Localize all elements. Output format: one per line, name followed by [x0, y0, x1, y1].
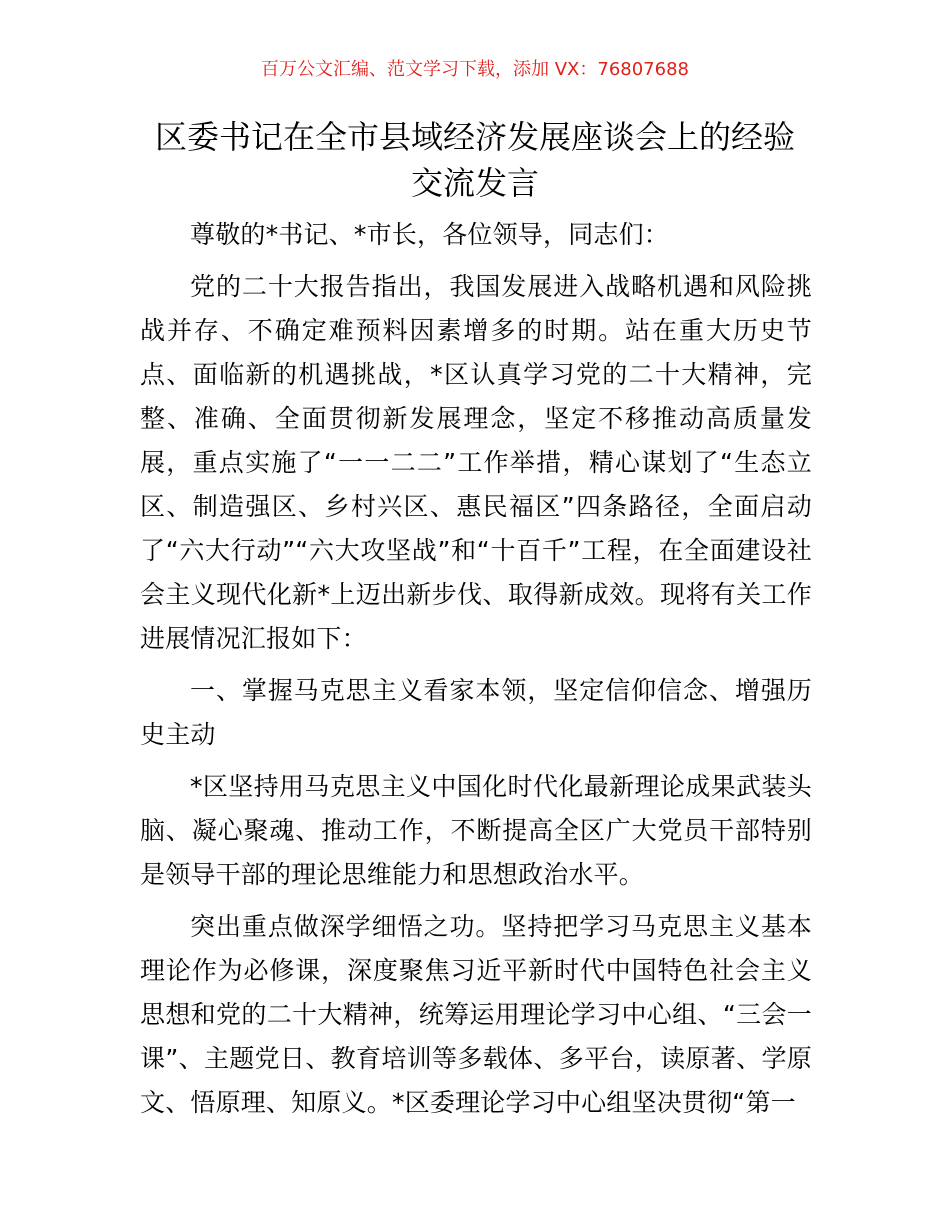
salutation-paragraph: 尊敬的*书记、*市长，各位领导，同志们：: [190, 220, 670, 249]
body-paragraph: *区坚持用马克思主义中国化时代化最新理论成果武装头脑、凝心聚魂、推动工作，不断提高全区广大党员干部特别是领导干部的理论思维能力和思想政治水平。: [140, 772, 812, 889]
section-heading: 一、掌握马克思主义看家本领，坚定信仰信念、增强历史主动: [140, 676, 812, 749]
body-paragraph: 突出重点做深学细悟之功。坚持把学习马克思主义基本理论作为必修课，深度聚焦习近平新时代中国特色社会主义思想和党的二十大精神，统筹运用理论学习中心组、“三会一课”、主题党日、教育培训等多载体、多平台，读原著、学原文、悟原理、知原义。*区委理论学习中心组坚决贯彻“第一: [140, 912, 812, 1117]
document-body: [140, 213, 812, 1133]
document-title: 区委书记在全市县域经济发展座谈会上的经验交流发言: [154, 118, 795, 202]
intro-paragraph: 党的二十大报告指出，我国发展进入战略机遇和风险挑战并存、不确定难预料因素增多的时期。站在重大历史节点、面临新的机遇挑战，*区认真学习党的二十大精神，完整、准确、全面贯彻新发展理念，坚定不移推动高质量发展，重点实施了“一一二二”工作举措，精心谋划了“生态立区、制造强区、乡村兴区、惠民福区”四条路径，全面启动了“六大行动”“六大攻坚战”和“十百千”工程，在全面建设社会主义现代化新*上迈出新步伐、取得新成效。现将有关工作进展情况汇报如下：: [140, 272, 812, 653]
header-watermark-note: 百万公文汇编、范文学习下载，添加 VX：76807688: [261, 59, 689, 80]
